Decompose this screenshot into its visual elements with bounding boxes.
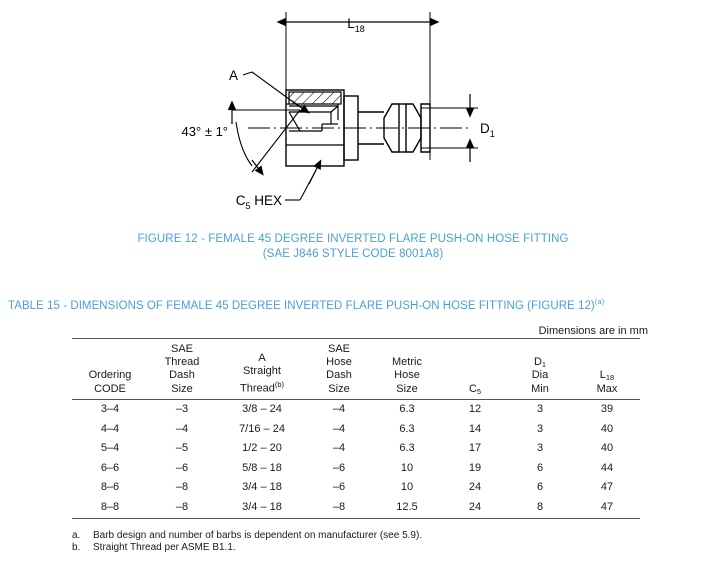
footnote-text: Straight Thread per ASME B1.1. [93, 542, 236, 554]
dimensions-table [72, 338, 640, 519]
column-header-metric-hose-size: Metric Hose Size [370, 339, 444, 400]
column-header-a-straight-thread: A Straight Thread$^{(b)}$ [216, 339, 308, 400]
figure-caption [0, 232, 706, 262]
cell-ordering-code: 4–4 [100, 422, 120, 435]
table-row [72, 399, 640, 419]
cell-metric-hose-size: 6.3 [399, 422, 415, 435]
table-title-superscript: (a) [594, 297, 605, 306]
cell-sae-hose-dash-size: –8 [308, 498, 370, 519]
cell-d1-dia-min: 3 [536, 442, 544, 455]
figure-label-length: $L_{18}$ [347, 16, 365, 34]
cell-ordering-code: 8–8 [72, 498, 148, 519]
cell-sae-hose-dash-size: –4 [332, 403, 346, 415]
figure-label-hex: $C_5$ HEX [235, 193, 282, 211]
cell-sae-thread-dash-size: –5 [175, 442, 189, 455]
footnotes [72, 530, 632, 555]
units-note: Dimensions are in mm [538, 325, 648, 337]
cell-sae-thread-dash-size: –3 [175, 403, 189, 415]
cell-l18-max: 40 [600, 442, 614, 455]
table-row [72, 498, 640, 519]
column-header-d1-dia-min: $D_1$ Dia Min [506, 339, 574, 400]
cell-l18-max: 40 [600, 422, 614, 435]
column-header-l18-max: $L_{18}$ Max [574, 339, 640, 400]
table-header-row [72, 339, 640, 400]
cell-c5: 12 [468, 403, 482, 415]
cell-l18-max: 47 [574, 498, 640, 519]
cell-d1-dia-min: 8 [506, 498, 574, 519]
cell-sae-thread-dash-size: –4 [175, 422, 189, 435]
table-title-text: TABLE 15 - DIMENSIONS OF FEMALE 45 DEGREE INVERTED FLARE PUSH-ON HOSE FITTING (FIGURE 12) [8, 299, 595, 312]
cell-sae-hose-dash-size: –6 [332, 481, 346, 494]
column-header-ordering-code: Ordering CODE [72, 339, 148, 400]
cell-ordering-code: 3–4 [100, 403, 120, 415]
footnote-text: Barb design and number of barbs is dependent on manufacturer (see 5.9). [93, 530, 423, 541]
column-header-sae-hose-dash-size: SAE Hose Dash Size [308, 339, 370, 400]
figure-label-angle: 43° ± 1° [181, 124, 228, 139]
column-header-sae-thread-dash-size: SAE Thread Dash Size [148, 339, 216, 400]
figure-label-dia: $D_1$ [480, 121, 495, 139]
cell-c5: 14 [468, 422, 482, 435]
cell-d1-dia-min: 6 [536, 481, 544, 494]
cell-c5: 17 [468, 442, 482, 455]
footnote-a [72, 530, 632, 542]
cell-sae-thread-dash-size: –8 [148, 498, 216, 519]
cell-a-straight-thread: 3/4 – 18 [242, 481, 282, 494]
cell-sae-hose-dash-size: –4 [332, 422, 346, 435]
cell-metric-hose-size: 6.3 [399, 442, 415, 455]
cell-ordering-code: 8–6 [100, 481, 120, 494]
figure-caption-line2: (SAE J846 STYLE CODE 8001A8) [262, 248, 444, 260]
figure-label-section-a: A [228, 68, 238, 83]
column-header-c5: $C_5$ [444, 339, 506, 400]
cell-a-straight-thread: 3/8 – 24 [242, 403, 282, 415]
cell-ordering-code: 6–6 [100, 461, 120, 474]
cell-l18-max: 44 [600, 461, 614, 474]
cell-a-straight-thread: 3/4 – 18 [216, 498, 308, 519]
cell-sae-hose-dash-size: –4 [332, 442, 346, 455]
cell-metric-hose-size: 10 [400, 481, 414, 494]
cell-sae-hose-dash-size: –6 [332, 461, 346, 474]
table-row [72, 419, 640, 439]
cell-metric-hose-size: 10 [400, 461, 414, 474]
cell-l18-max: 47 [600, 481, 614, 494]
footnote-marker: b. [72, 542, 81, 554]
cell-c5: 24 [468, 481, 482, 494]
cell-a-straight-thread: 5/8 – 18 [242, 461, 282, 474]
table-row [72, 439, 640, 459]
table-title [8, 297, 698, 312]
table-row [72, 459, 640, 479]
cell-l18-max: 39 [600, 403, 614, 415]
cell-c5: 24 [444, 498, 506, 519]
cell-sae-thread-dash-size: –8 [175, 481, 189, 494]
footnote-b [72, 542, 632, 554]
cell-d1-dia-min: 6 [536, 461, 544, 474]
footnote-marker: a. [72, 530, 81, 541]
figure-technical-drawing [0, 0, 706, 225]
cell-d1-dia-min: 3 [536, 422, 544, 435]
cell-d1-dia-min: 3 [536, 403, 544, 415]
cell-sae-thread-dash-size: –6 [175, 461, 189, 474]
cell-metric-hose-size: 12.5 [370, 498, 444, 519]
cell-ordering-code: 5–4 [100, 442, 120, 455]
table-row [72, 478, 640, 498]
figure-caption-line1: FIGURE 12 - FEMALE 45 DEGREE INVERTED FLARE PUSH-ON HOSE FITTING [137, 233, 569, 245]
cell-c5: 19 [468, 461, 482, 474]
cell-a-straight-thread: 7/16 – 24 [239, 422, 285, 435]
cell-metric-hose-size: 6.3 [399, 403, 415, 415]
cell-a-straight-thread: 1/2 – 20 [242, 442, 282, 455]
